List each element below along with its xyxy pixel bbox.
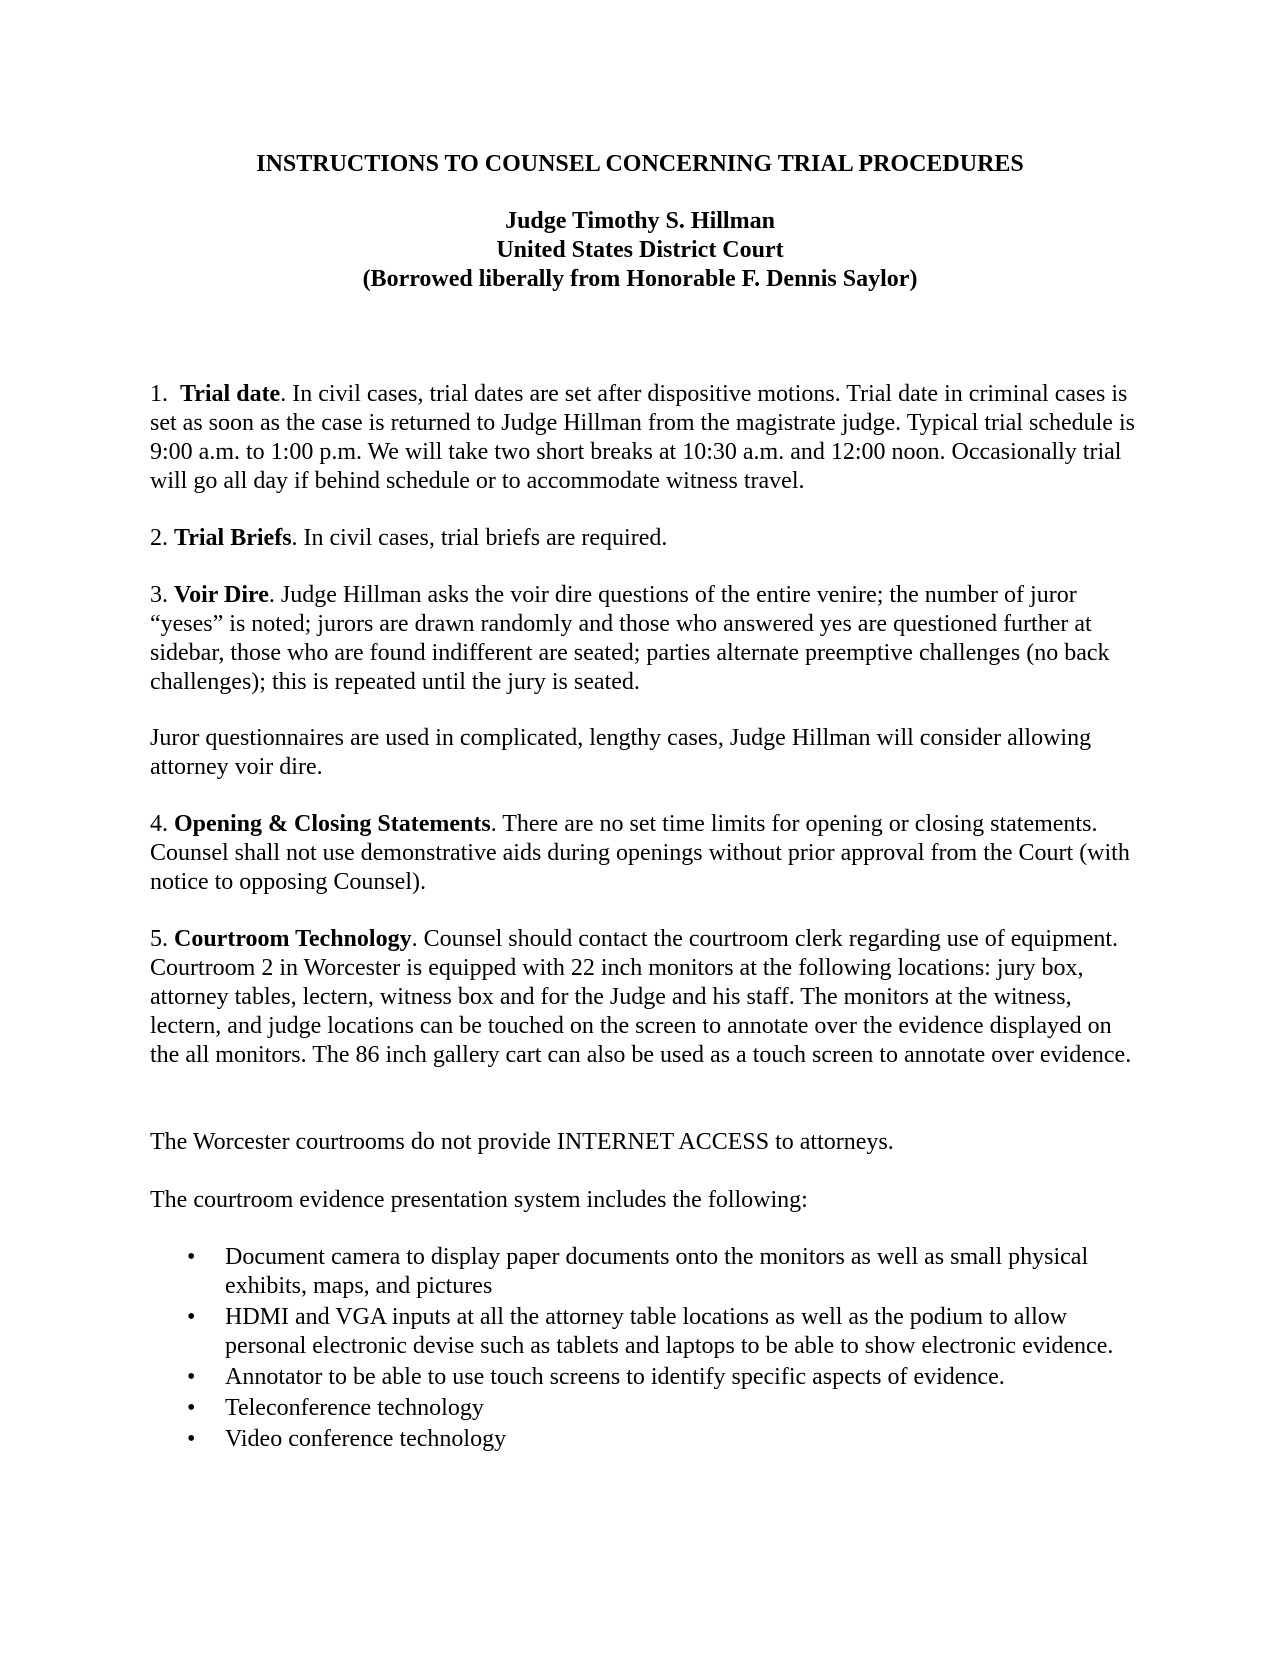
bullet-icon: • (187, 1364, 196, 1390)
list-item (150, 1363, 1140, 1392)
section-heading: Trial Briefs (174, 525, 292, 551)
section-number: 1. (150, 381, 168, 407)
section-heading: Trial date (180, 381, 281, 407)
section-number: 3. (150, 582, 168, 608)
section-courtroom-technology (150, 925, 1140, 1070)
section-heading: Opening & Closing Statements (174, 811, 491, 837)
section-heading: Voir Dire (174, 582, 269, 608)
section-trial-date (150, 380, 1140, 496)
juror-questionnaires-paragraph: Juror questionnaires are used in complicated, lengthy cases, Judge Hillman will consider allowing attorney voir dire. (150, 725, 1092, 780)
section-number: 4. (150, 811, 168, 837)
judge-name: Judge Timothy S. Hillman (505, 208, 775, 234)
attribution: (Borrowed liberally from Honorable F. Dennis Saylor) (362, 266, 918, 292)
list-item-text: HDMI and VGA inputs at all the attorney table locations as well as the podium to allow personal electronic devise such as tablets and laptops to be able to show electronic evidence. (225, 1304, 1114, 1359)
section-number: 2. (150, 525, 168, 551)
bullet-icon: • (187, 1244, 196, 1270)
section-voir-dire (150, 581, 1140, 697)
section-text: . Judge Hillman asks the voir dire questions of the entire venire; the number of juror “yeses” is noted; jurors are drawn randomly and those who answered yes are questioned further at sidebar, those who are found indifferent are seated; parties alternate preemptive challenges (no back challenges); this is repeated until the jury is seated. (150, 582, 1110, 695)
bullet-icon: • (187, 1426, 196, 1452)
bullet-icon: • (187, 1304, 196, 1330)
bullet-icon: • (187, 1395, 196, 1421)
section-opening-closing (150, 810, 1140, 897)
document-header (0, 207, 1280, 294)
list-item-text: Annotator to be able to use touch screens to identify specific aspects of evidence. (225, 1364, 1005, 1390)
list-item-text: Teleconference technology (225, 1395, 484, 1421)
list-item-text: Document camera to display paper documents onto the monitors as well as small physical exhibits, maps, and pictures (225, 1244, 1089, 1299)
equipment-list (150, 1243, 1140, 1456)
section-number: 5. (150, 926, 168, 952)
section-text: . There are no set time limits for opening or closing statements. Counsel shall not use demonstrative aids during openings without prior approval from the Court (with notice to opposing Counsel). (150, 811, 1130, 895)
section-text: . Counsel should contact the courtroom clerk regarding use of equipment. Courtroom 2 in Worcester is equipped with 22 inch monitors at the following locations: jury box, attorney tables, lectern, witness box and for the Judge and his staff. The monitors at the witness, lectern, and judge locations can be touched on the screen to annotate over the evidence displayed on the all monitors. The 86 inch gallery cart can also be used as a touch screen to annotate over evidence. (150, 926, 1132, 1068)
list-item (150, 1425, 1140, 1454)
list-item (150, 1394, 1140, 1423)
list-item-text: Video conference technology (225, 1426, 507, 1452)
system-intro-paragraph: The courtroom evidence presentation system includes the following: (150, 1187, 808, 1213)
document-title: INSTRUCTIONS TO COUNSEL CONCERNING TRIAL PROCEDURES (256, 151, 1024, 177)
section-text: . In civil cases, trial dates are set after dispositive motions. Trial date in criminal cases is set as soon as the case is returned to Judge Hillman from the magistrate judge. Typical trial schedule is 9:00 a.m. to 1:00 p.m. We will take two short breaks at 10:30 a.m. and 12:00 noon. Occasionally trial will go all day if behind schedule or to accommodate witness travel. (150, 381, 1135, 494)
list-item (150, 1243, 1140, 1301)
list-item (150, 1303, 1140, 1361)
internet-access-paragraph: The Worcester courtrooms do not provide INTERNET ACCESS to attorneys. (150, 1129, 894, 1155)
section-trial-briefs (150, 524, 1140, 553)
court-name: United States District Court (496, 237, 784, 263)
section-heading: Courtroom Technology (174, 926, 412, 952)
section-text: . In civil cases, trial briefs are required. (291, 525, 668, 551)
